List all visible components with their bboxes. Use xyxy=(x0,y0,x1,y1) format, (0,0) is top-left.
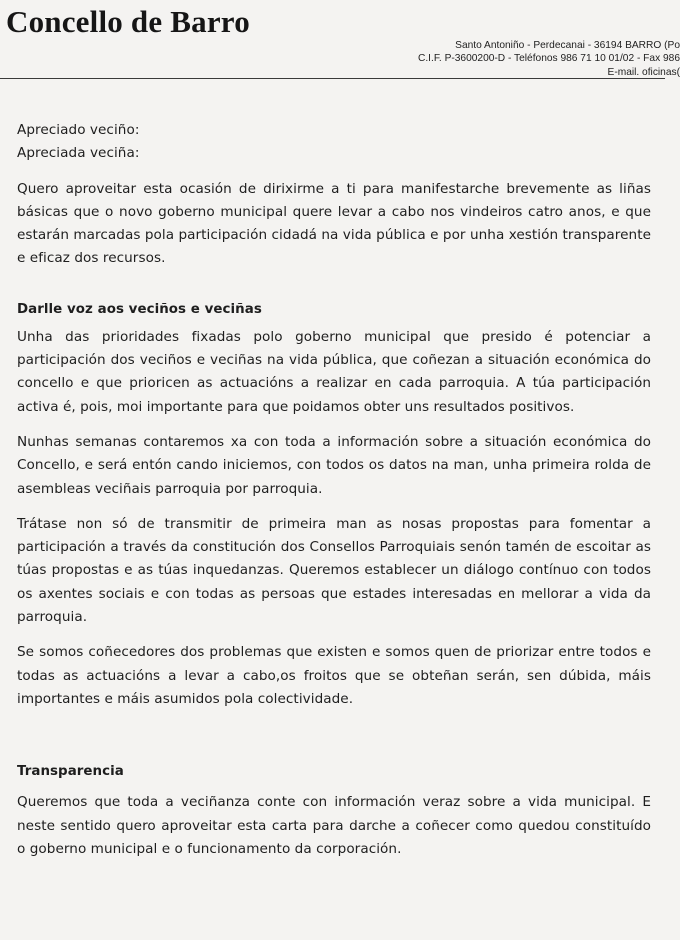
municipality-title: Concello de Barro xyxy=(6,4,250,39)
contact-line: C.I.F. P-3600200-D - Teléfonos 986 71 10 01/02 - Fax 986 xyxy=(417,53,680,65)
address-line: Santo Antoniño - Perdecanai - 36194 BARRO (Po xyxy=(455,40,680,51)
bleed-through-texture xyxy=(260,92,264,105)
paragraph: Trátase non só de transmitir de primeira man as nosas propostas para fomentar a participación a través da constitución dos Consellos Parroquiais senón tamén de escoitar as túas propostas e as túas inquedanzas. Queremos establecer un diálogo contínuo con todos os axentes sociais e con todas as persoas que estades interesadas en mellorar a vida da parroquia. xyxy=(17,515,651,626)
letter-body xyxy=(17,119,651,861)
header-divider xyxy=(0,78,665,79)
intro-paragraph: Quero aproveitar esta ocasión de dirixirme a ti para manifestarche brevemente as liñas básicas que o novo goberno municipal quere levar a cabo nos vindeiros catro anos, e que estarán marcadas pola participación cidadá na vida pública e por unha xestión transparente e eficaz dos recursos. xyxy=(17,180,651,267)
section-heading-transparency: Transparencia xyxy=(17,764,124,780)
paragraph: Se somos coñecedores dos problemas que existen e somos quen de priorizar entre todos e todas as actuacións a levar a cabo,os froitos que se obteñan serán, sen dúbida, máis importantes e máis asumidos pola colectividade. xyxy=(17,644,651,707)
paragraph: Nunhas semanas contaremos xa con toda a información sobre a situación económica do Concello, e será entón cando iniciemos, con todos os datos na man, unha primeira rolda de asembleas veciñais parroquia por parroquia. xyxy=(17,433,651,497)
paragraph: Unha das prioridades fixadas polo goberno municipal que presido é potenciar a participación dos veciños e veciñas na vida pública, que coñezan a situación económica do concello e que prioricen as actuacións a realizar en cada parroquia. A túa participación activa é, pois, moi importante para que poidamos obter uns resultados positivos. xyxy=(17,328,651,415)
salutation-female: Apreciada veciña: xyxy=(17,145,140,162)
email-line: E-mail. oficinas( xyxy=(607,66,680,78)
paragraph: Queremos que toda a veciñanza conte con información veraz sobre a vida municipal. E neste sentido quero aproveitar esta carta para darche a coñecer como quedou constituído o goberno municipal e o funcionamento da corporación. xyxy=(17,794,651,857)
address-block xyxy=(300,39,680,79)
salutation-male: Apreciado veciño: xyxy=(17,122,140,138)
section-heading-voice: Darlle voz aos veciños e veciñas xyxy=(17,301,262,317)
